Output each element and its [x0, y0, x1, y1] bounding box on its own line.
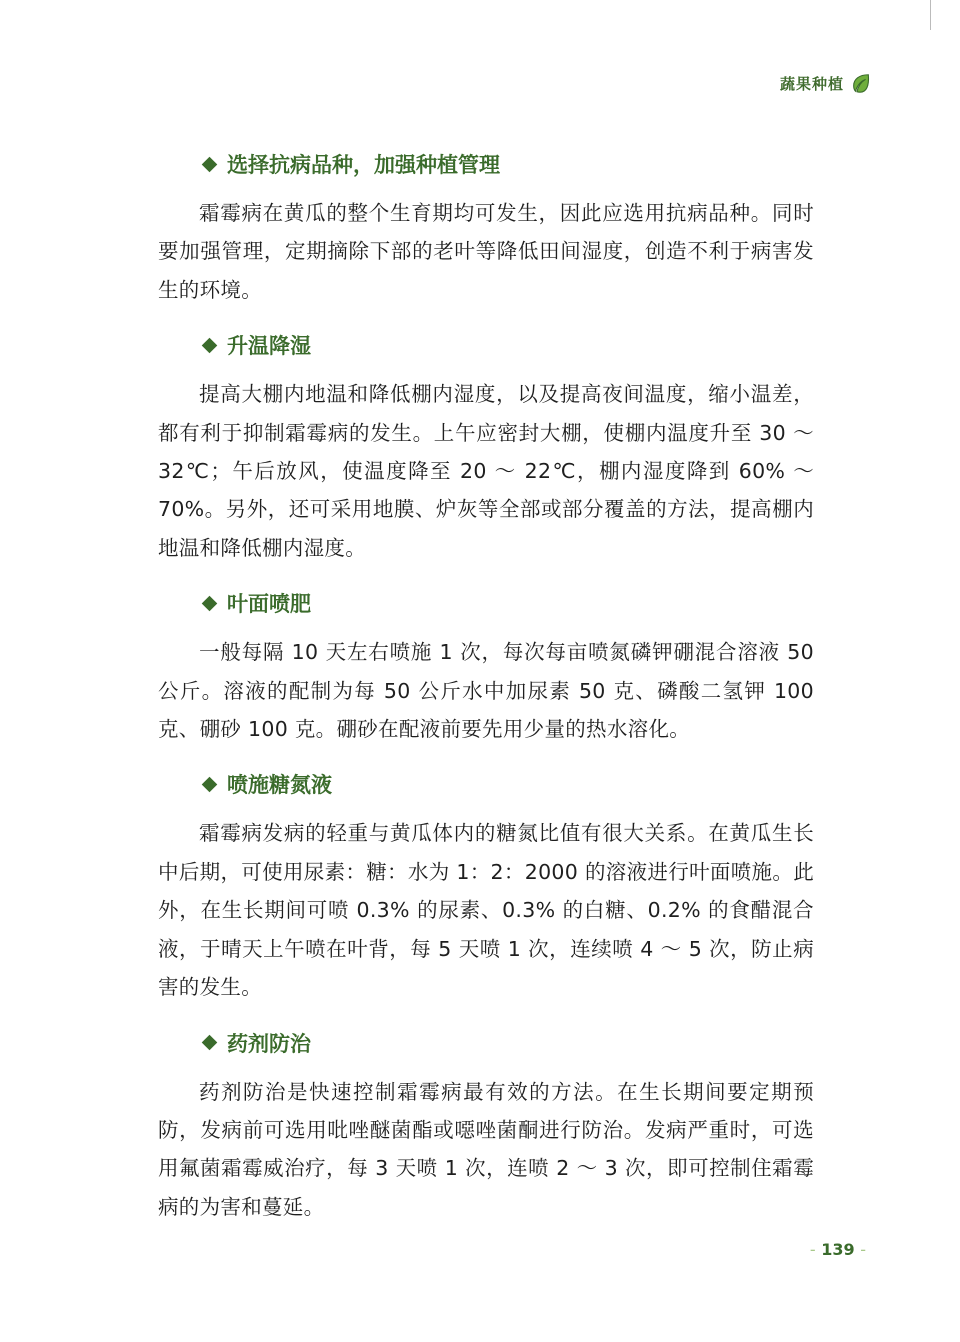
- section-heading: [202, 323, 814, 367]
- page-number-dash-left: -: [809, 1240, 816, 1259]
- section-heading: [202, 1021, 814, 1065]
- section-paragraph: 提高大棚内地温和降低棚内湿度，以及提高夜间温度，缩小温差，都有利于抑制霜霉病的发生。上午应密封大棚，使棚内温度升至 30 ～ 32℃；午后放风，使温度降至 20 ～ 22℃，棚内湿度降到 60% ～ 70%。另外，还可采用地膜、炉灰等全部或部分覆盖的方法，提高棚内地温和降低棚内湿度。: [158, 382, 814, 560]
- header-title: 蔬果种植: [779, 74, 844, 93]
- section-sugar-nitrogen-spray: [158, 762, 814, 1006]
- section-raise-temperature-reduce-humidity: [158, 323, 814, 567]
- section-heading: [202, 762, 814, 806]
- diamond-bullet-icon: [202, 777, 218, 793]
- section-disease-resistant-varieties: [158, 142, 814, 309]
- page-number-dash-right: -: [860, 1240, 866, 1259]
- page-number: [810, 1240, 866, 1259]
- section-paragraph: 药剂防治是快速控制霜霉病最有效的方法。在生长期间要定期预防，发病前可选用吡唑醚菌酯或噁唑菌酮进行防治。发病严重时，可选用氟菌霜霉威治疗，每 3 天喷 1 次，连喷 2 ～ 3 次，即可控制住霜霉病的为害和蔓延。: [158, 1079, 814, 1219]
- section-heading: [202, 142, 814, 186]
- diamond-bullet-icon: [202, 156, 218, 172]
- leaf-icon: [850, 72, 872, 94]
- section-heading-text: 药剂防治: [227, 1031, 311, 1056]
- section-heading-text: 喷施糖氮液: [227, 773, 332, 798]
- crop-mark: [930, 0, 931, 30]
- section-heading-text: 叶面喷肥: [227, 592, 311, 617]
- section-foliar-fertilizer: [158, 581, 814, 748]
- running-header: [780, 72, 872, 94]
- section-paragraph: 一般每隔 10 天左右喷施 1 次，每次每亩喷氮磷钾硼混合溶液 50 公斤。溶液的配制为每 50 公斤水中加尿素 50 克、磷酸二氢钾 100 克、硼砂 100 克。硼砂在配液前要先用少量的热水溶化。: [158, 640, 814, 742]
- article-body: [158, 142, 814, 1240]
- section-heading: [202, 581, 814, 625]
- diamond-bullet-icon: [202, 595, 218, 611]
- section-heading-text: 选择抗病品种，加强种植管理: [227, 153, 500, 177]
- diamond-bullet-icon: [202, 337, 218, 353]
- page-number-value: 139: [821, 1240, 855, 1259]
- section-chemical-control: [158, 1021, 814, 1227]
- section-paragraph: 霜霉病在黄瓜的整个生育期均可发生，因此应选用抗病品种。同时要加强管理，定期摘除下部的老叶等降低田间湿度，创造不利于病害发生的环境。: [158, 201, 814, 302]
- section-paragraph: 霜霉病发病的轻重与黄瓜体内的糖氮比值有很大关系。在黄瓜生长中后期，可使用尿素：糖：水为 1：2：2000 的溶液进行叶面喷施。此外，在生长期间可喷 0.3% 的尿素、0.3% 的白糖、0.2% 的食醋混合液，于晴天上午喷在叶背，每 5 天喷 1 次，连续喷 4 ～ 5 次，防止病害的发生。: [158, 821, 814, 1000]
- diamond-bullet-icon: [202, 1035, 218, 1051]
- section-heading-text: 升温降湿: [227, 334, 311, 359]
